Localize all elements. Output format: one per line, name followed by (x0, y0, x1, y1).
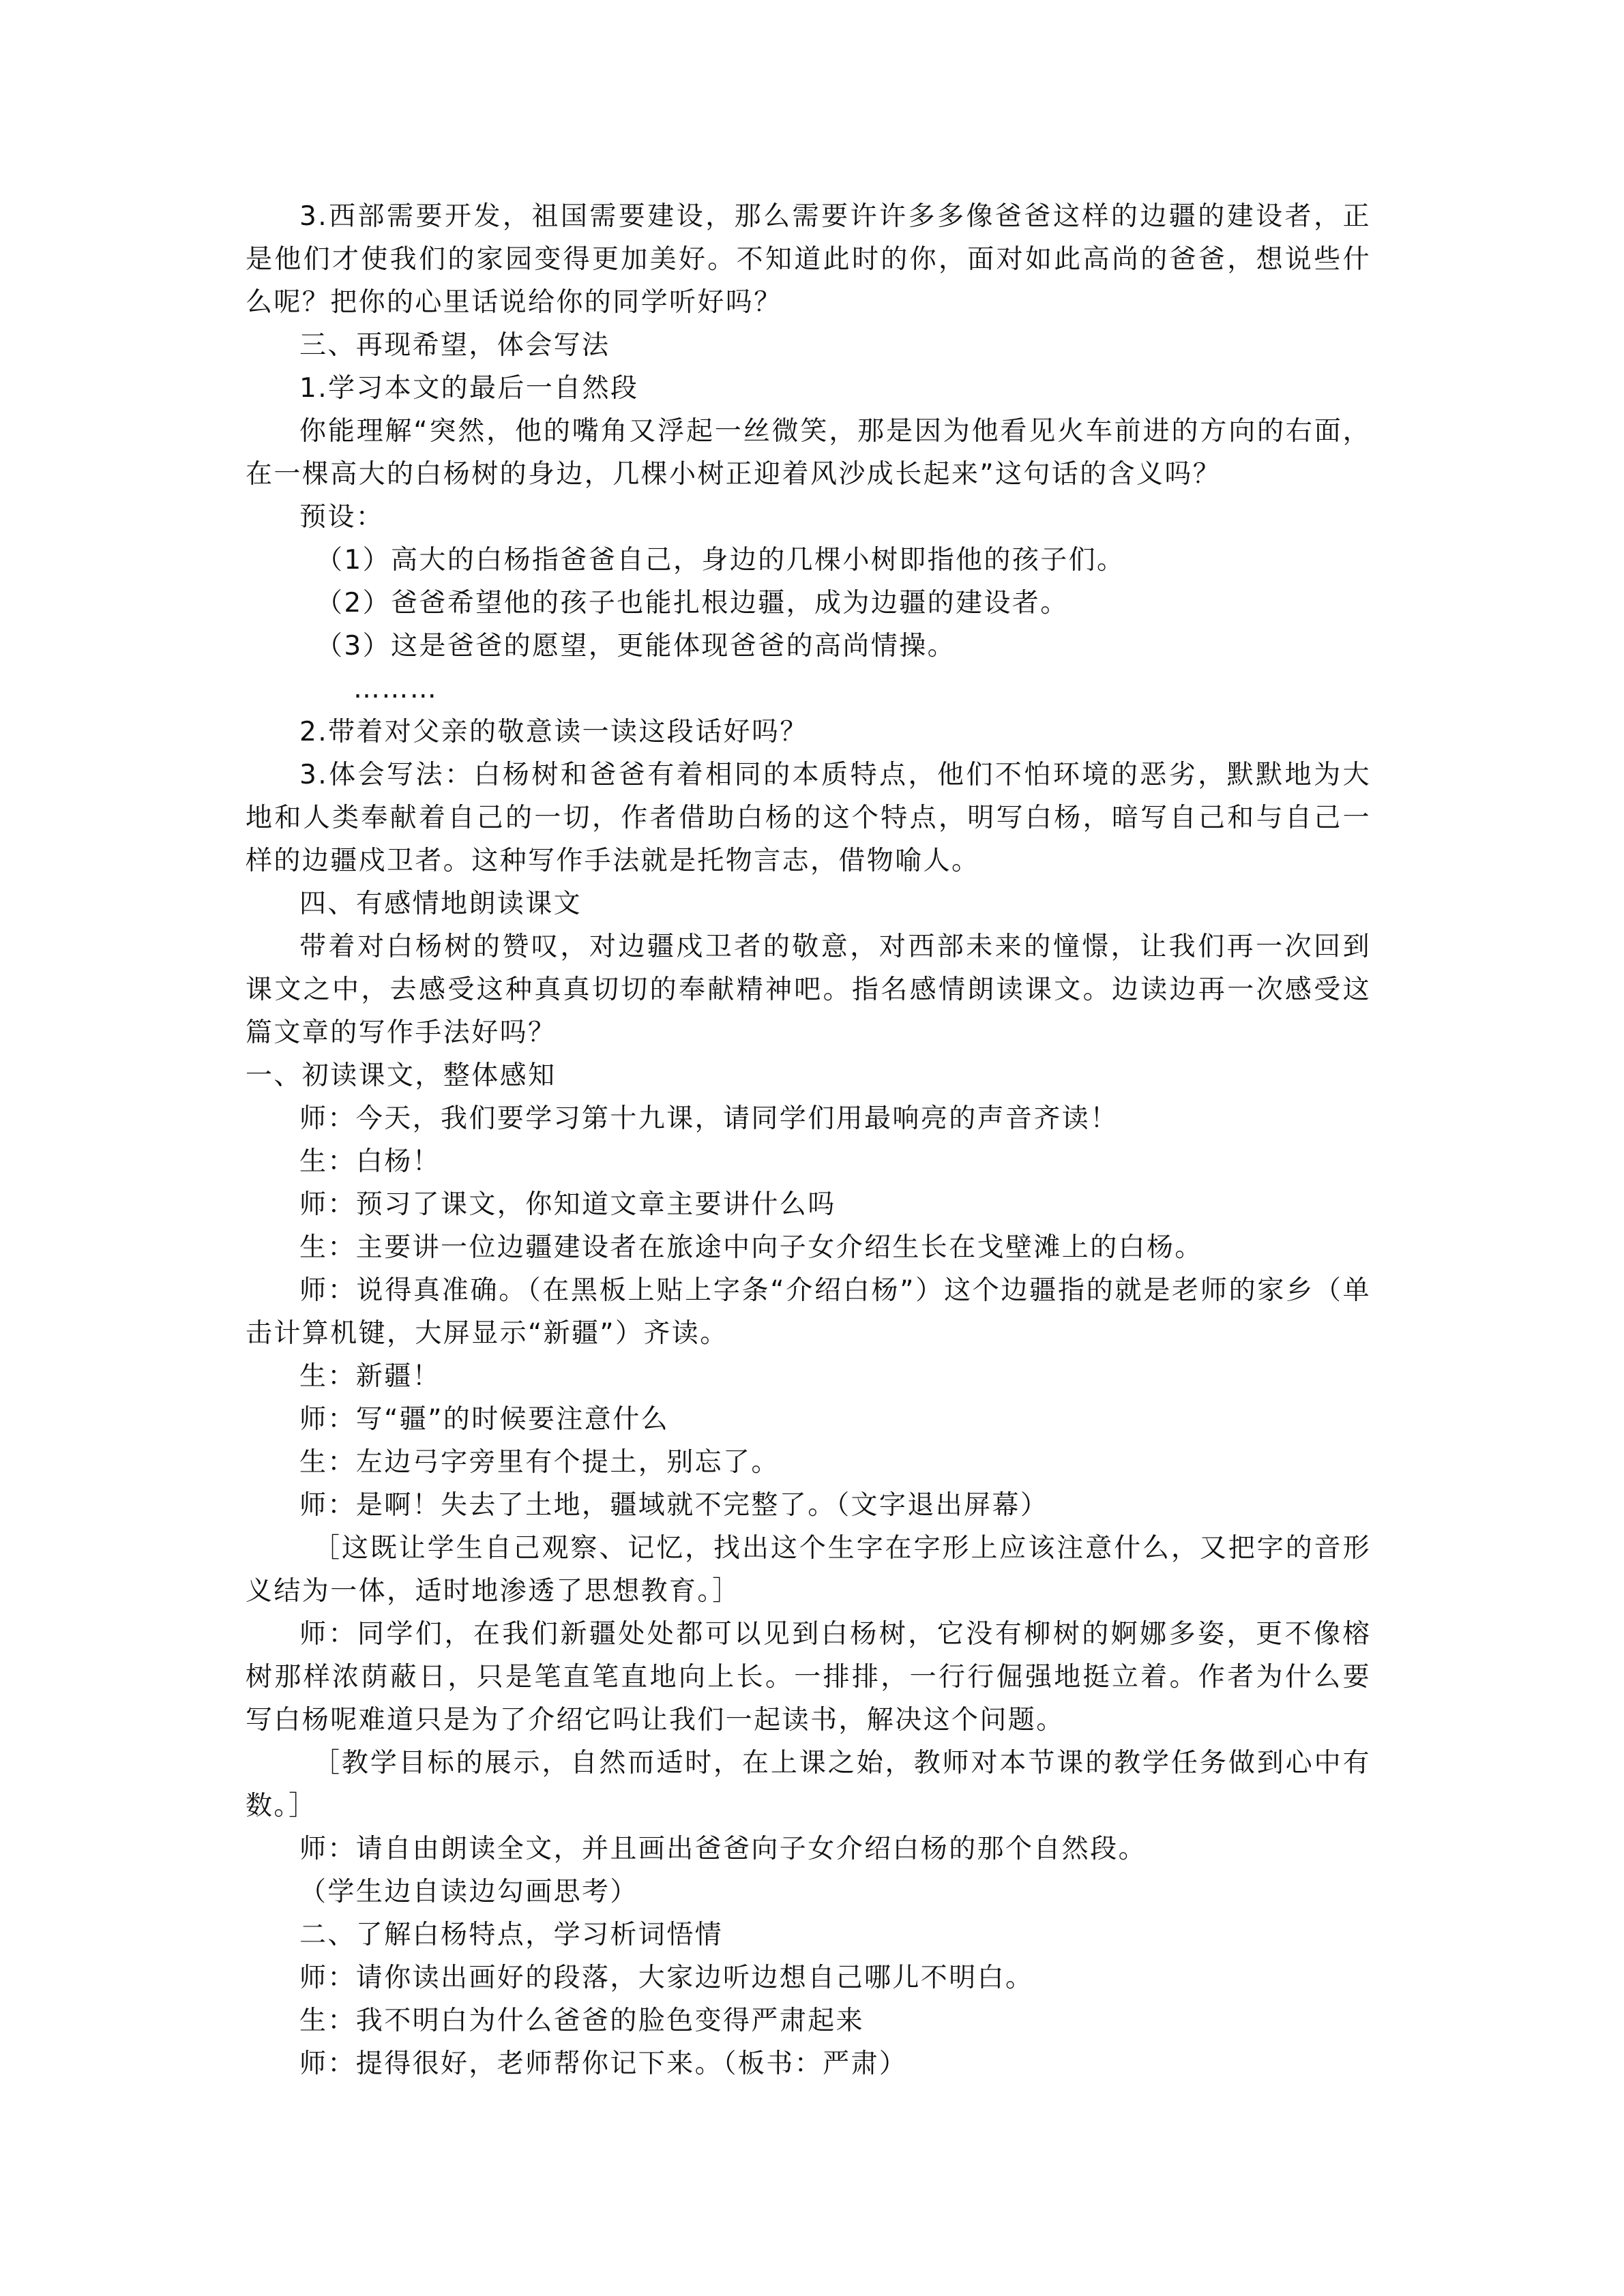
commentary-note: ［教学目标的展示，自然而适时，在上课之始，教师对本节课的教学任务做到心中有数。］ (246, 1748, 1371, 1821)
dialogue-line: 师：请你读出画好的段落，大家边听边想自己哪儿不明白。 (299, 1963, 1034, 1993)
paragraph: 3.西部需要开发，祖国需要建设，那么需要许许多多像爸爸这样的边疆的建设者，正是他们才使我们的家园变得更加美好。不知道此时的你，面对如此高尚的爸爸，想说些什么呢？把你的心里话说给你的同学听好吗？ (246, 201, 1371, 318)
dialogue-line: 生：新疆！ (299, 1361, 441, 1392)
dialogue-line: 师：请自由朗读全文，并且画出爸爸向子女介绍白杨的那个自然段。 (299, 1834, 1147, 1864)
section-heading: 三、再现希望，体会写法 (299, 330, 610, 361)
dialogue-line: 生：左边弓字旁里有个提土，别忘了。 (299, 1447, 780, 1478)
list-item: （2）爸爸希望他的孩子也能扎根边疆，成为边疆的建设者。 (316, 588, 1069, 618)
dialogue-line: 师：写“疆”的时候要注意什么 (299, 1404, 670, 1435)
section-heading: 一、初读课文，整体感知 (246, 1060, 557, 1091)
ellipsis-line: ……… (353, 674, 439, 704)
dialogue-line: 生：我不明白为什么爸爸的脸色变得严肃起来 (299, 2006, 865, 2036)
dialogue-line: 师：今天，我们要学习第十九课，请同学们用最响亮的声音齐读！ (299, 1103, 1119, 1134)
dialogue-line: 师：同学们，在我们新疆处处都可以见到白杨树，它没有柳树的婀娜多姿，更不像榕树那样浓荫蔽日，只是笔直笔直地向上长。一排排，一行行倔强地挺立着。作者为什么要写白杨呢难道只是为了介绍它吗让我们一起读书，解决这个问题。 (246, 1619, 1371, 1735)
paragraph: 你能理解“突然，他的嘴角又浮起一丝微笑，那是因为他看见火车前进的方向的右面，在一棵高大的白杨树的身边，几棵小树正迎着风沙成长起来”这句话的含义吗？ (246, 416, 1371, 490)
section-heading: 四、有感情地朗读课文 (299, 889, 582, 919)
paragraph: 2.带着对父亲的敬意读一读这段话好吗？ (299, 717, 808, 747)
subsection-heading: 1.学习本文的最后一自然段 (299, 373, 639, 404)
stage-direction: （学生边自读边勾画思考） (299, 1877, 638, 1907)
paragraph: 预设： (299, 502, 385, 533)
commentary-note: ［这既让学生自己观察、记忆，找出这个生字在字形上应该注意什么，又把字的音形义结为一体，适时地渗透了思想教育。］ (246, 1533, 1371, 1607)
document-body (246, 195, 1371, 2085)
dialogue-line: 生：主要讲一位边疆建设者在旅途中向子女介绍生长在戈壁滩上的白杨。 (299, 1232, 1203, 1263)
dialogue-line: 师：说得真准确。（在黑板上贴上字条“介绍白杨”）这个边疆指的就是老师的家乡（单击计算机键，大屏显示“新疆”）齐读。 (246, 1275, 1371, 1349)
paragraph: 3.体会写法：白杨树和爸爸有着相同的本质特点，他们不怕环境的恶劣，默默地为大地和人类奉献着自己的一切，作者借助白杨的这个特点，明写白杨，暗写自己和与自己一样的边疆戍卫者。这种写作手法就是托物言志，借物喻人。 (246, 760, 1371, 876)
dialogue-line: 师：预习了课文，你知道文章主要讲什么吗 (299, 1189, 836, 1220)
dialogue-line: 生：白杨！ (299, 1146, 441, 1177)
list-item: （1）高大的白杨指爸爸自己，身边的几棵小树即指他的孩子们。 (316, 545, 1125, 576)
paragraph: 带着对白杨树的赞叹，对边疆戍卫者的敬意，对西部未来的憧憬，让我们再一次回到课文之中，去感受这种真真切切的奉献精神吧。指名感情朗读课文。边读边再一次感受这篇文章的写作手法好吗？ (246, 931, 1371, 1048)
dialogue-line: 师：是啊！失去了土地，疆域就不完整了。（文字退出屏幕） (299, 1490, 1049, 1521)
list-item: （3）这是爸爸的愿望，更能体现爸爸的高尚情操。 (316, 631, 956, 661)
dialogue-line: 师：提得很好，老师帮你记下来。（板书：严肃） (299, 2048, 908, 2079)
section-heading: 二、了解白杨特点，学习析词悟情 (299, 1920, 724, 1950)
